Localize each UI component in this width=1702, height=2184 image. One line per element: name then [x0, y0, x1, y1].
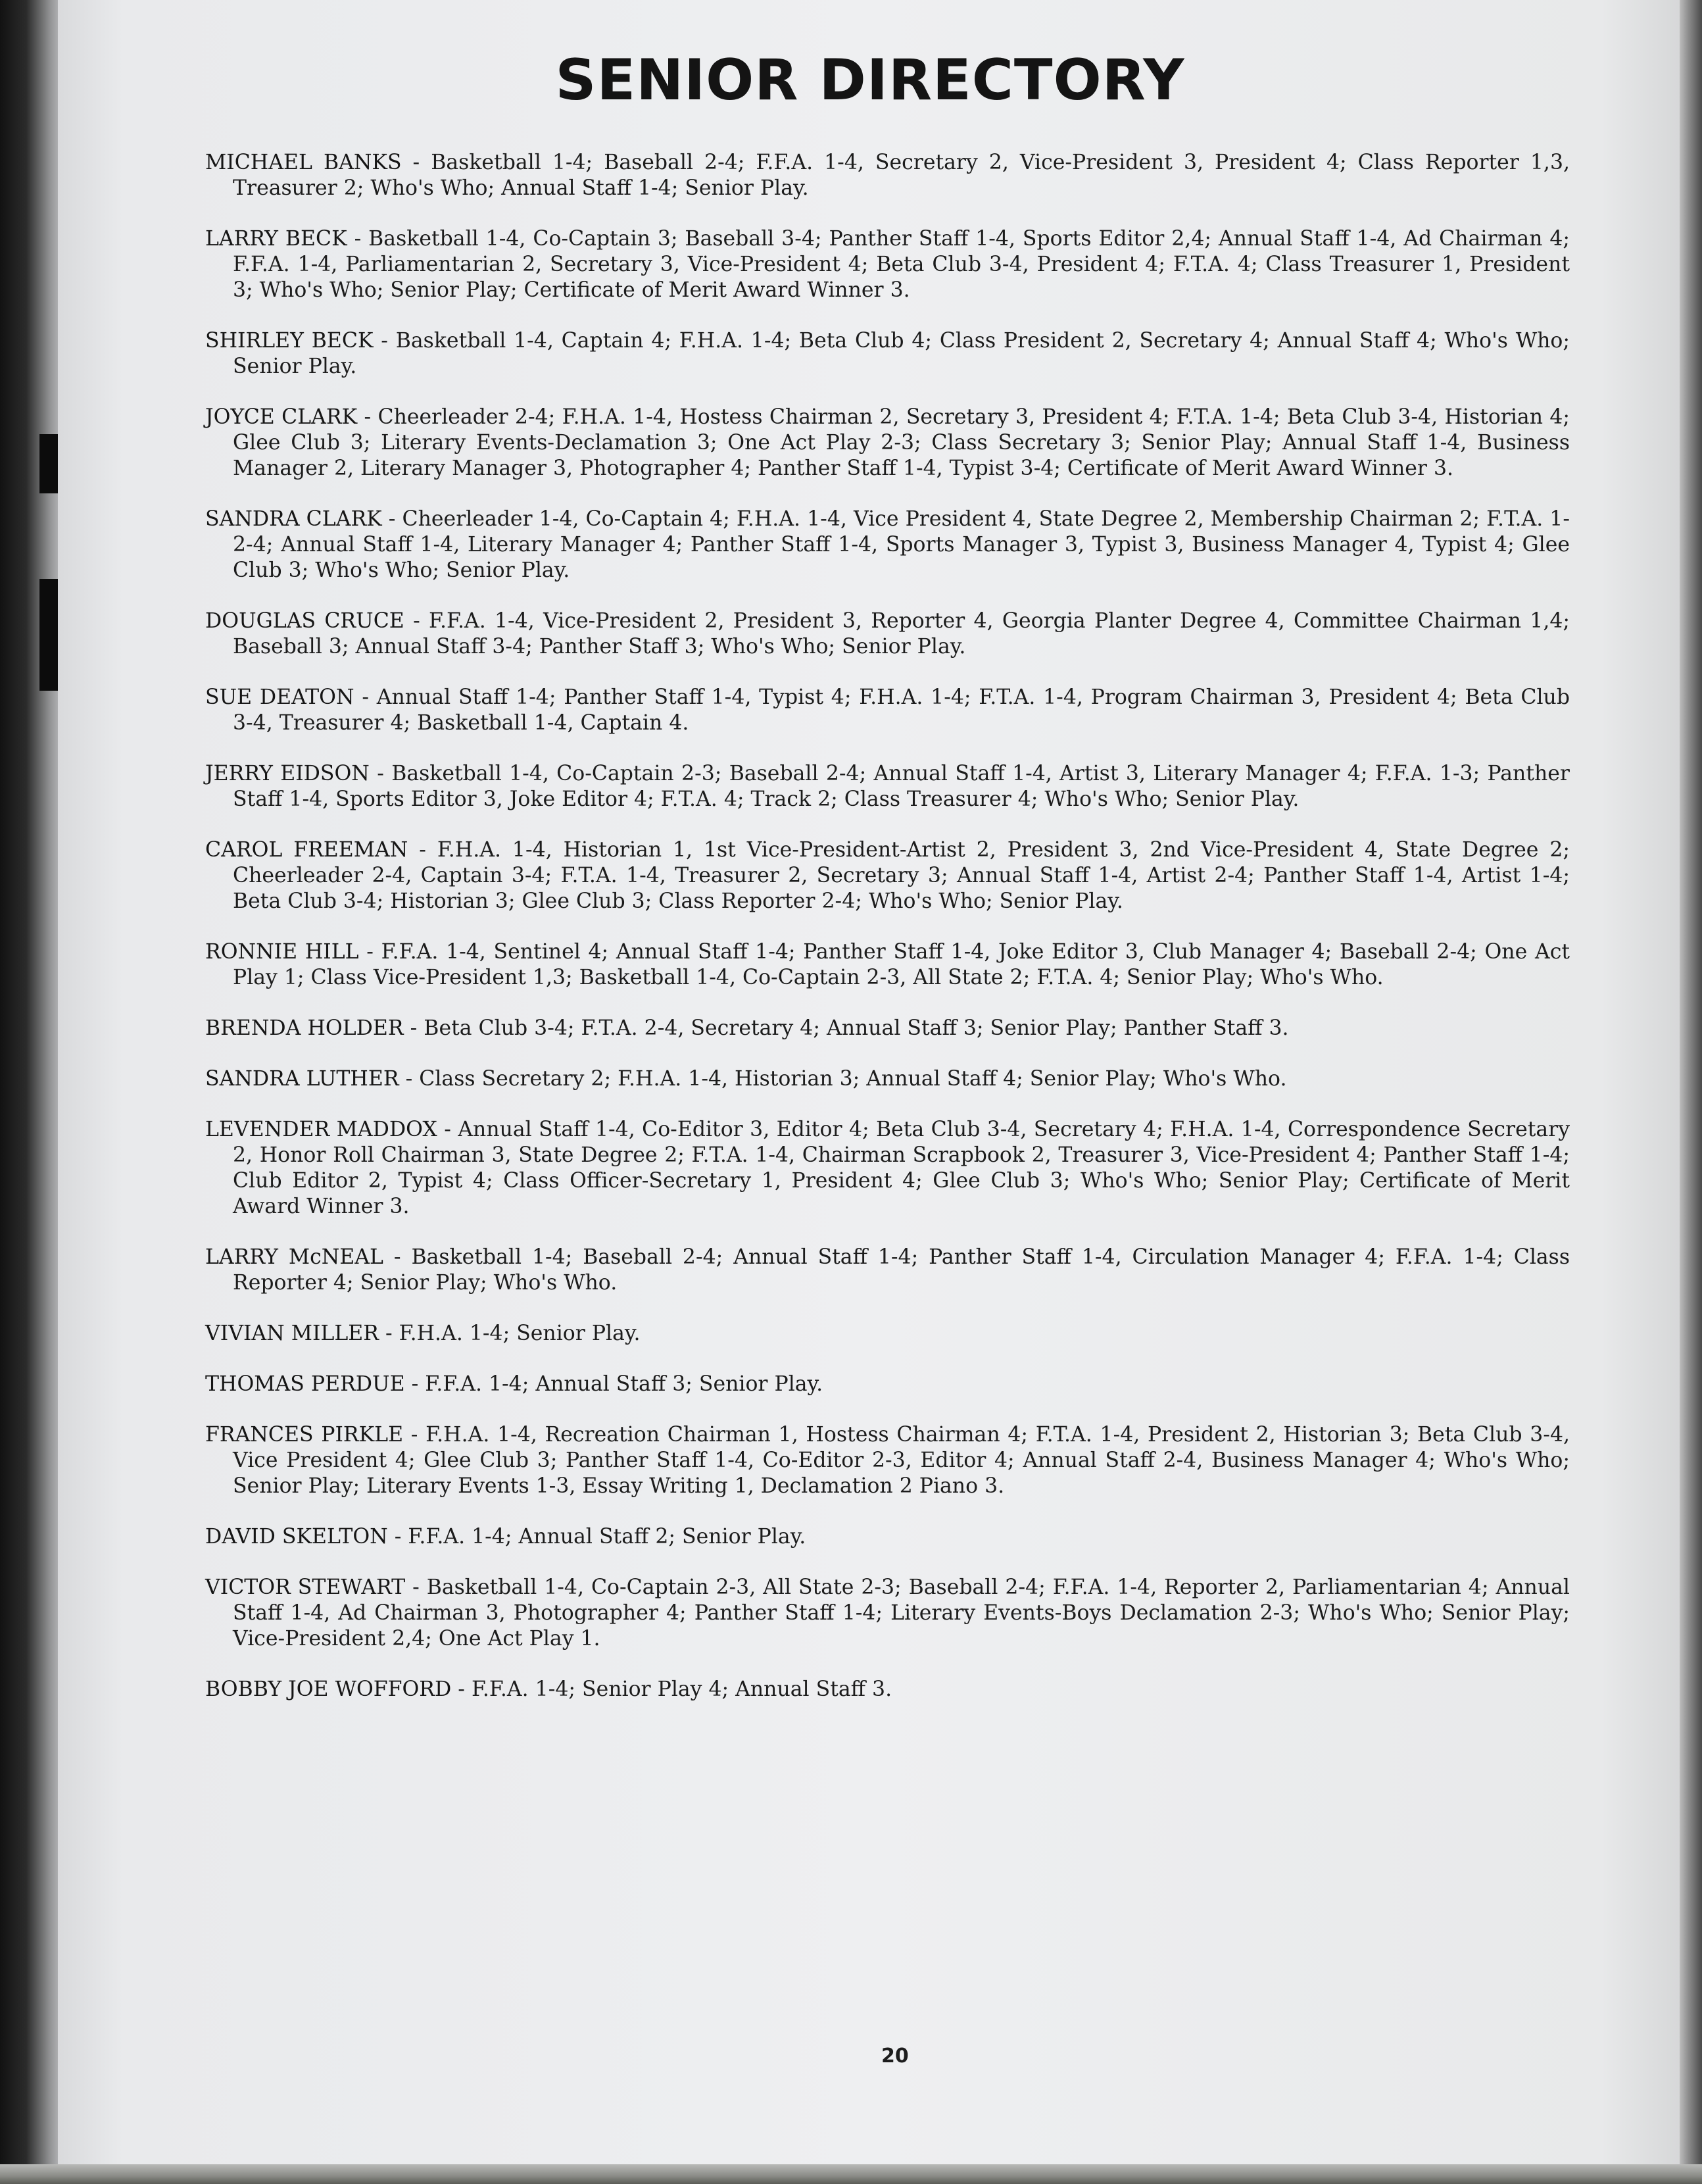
senior-activities: Cheerleader 2-4; F.H.A. 1-4, Hostess Chairman 2, Secretary 3, President 4; F.T.A. 1-4; Beta Club 3-4, Historian 4; Glee Club 3; Literary Events-Declamation 3; One Act Play 2-3; Class Secretary 3; Senior Play; Annual Staff 1-4, Business Manager 2, Literary Manager 3, Photographer 4; Panther Staff 1-4, Typist 3-4; Certificate of Merit Award Winner 3.: [233, 405, 1570, 480]
name-separator: -: [405, 1576, 427, 1599]
name-separator: -: [403, 1016, 424, 1040]
senior-name: SANDRA CLARK: [205, 507, 382, 531]
senior-name: JERRY EIDSON: [205, 762, 370, 785]
name-separator: -: [381, 507, 402, 531]
senior-activities: F.F.A. 1-4; Senior Play 4; Annual Staff 3.: [471, 1677, 892, 1701]
senior-name: THOMAS PERDUE: [205, 1372, 405, 1396]
senior-name: VICTOR STEWART: [205, 1576, 406, 1599]
directory-entry: [205, 1066, 1570, 1092]
senior-name: LEVENDER MADDOX: [205, 1118, 437, 1141]
senior-activities: Beta Club 3-4; F.T.A. 2-4, Secretary 4; Annual Staff 3; Senior Play; Panther Staff 3.: [424, 1016, 1289, 1040]
senior-activities: F.F.A. 1-4, Sentinel 4; Annual Staff 1-4; Panther Staff 1-4, Joke Editor 3, Club Manager 4; Baseball 2-4; One Act Play 1; Class Vice-President 1,3; Basketball 1-4, Co-Captain 2-3, All State 2; F.T.A. 4; Senior Play; Who's Who.: [233, 940, 1570, 989]
senior-activities: Class Secretary 2; F.H.A. 1-4, Historian 3; Annual Staff 4; Senior Play; Who's Who.: [419, 1067, 1287, 1091]
name-separator: -: [347, 227, 369, 251]
name-separator: -: [357, 405, 378, 429]
name-separator: -: [403, 1423, 426, 1447]
senior-activities: Basketball 1-4, Captain 4; F.H.A. 1-4; Beta Club 4; Class President 2, Secretary 4; Annual Staff 4; Who's Who; Senior Play.: [233, 329, 1570, 378]
senior-activities: F.F.A. 1-4; Annual Staff 3; Senior Play.: [425, 1372, 823, 1396]
senior-activities: Annual Staff 1-4, Co-Editor 3, Editor 4; Beta Club 3-4, Secretary 4; F.H.A. 1-4, Correspondence Secretary 2, Honor Roll Chairman 3, State Degree 2; F.T.A. 1-4, Chairman Scrapbook 2, Treasurer 3, Vice-President 4; Panther Staff 1-4; Club Editor 2, Typist 4; Class Officer-Secretary 1, President 4; Glee Club 3; Who's Who; Senior Play; Certificate of Merit Award Winner 3.: [233, 1118, 1570, 1218]
name-separator: -: [404, 1372, 426, 1396]
directory-entry: [205, 1321, 1570, 1347]
senior-name: DAVID SKELTON: [205, 1525, 388, 1549]
directory-entry: [205, 1016, 1570, 1041]
directory-entry: [205, 328, 1570, 380]
directory-entry: [205, 1422, 1570, 1499]
senior-name: BRENDA HOLDER: [205, 1016, 404, 1040]
directory-entry: [205, 1245, 1570, 1296]
name-separator: -: [399, 1067, 420, 1091]
directory-entry: [205, 1372, 1570, 1397]
senior-activities: Basketball 1-4, Co-Captain 2-3, All State 2-3; Baseball 2-4; F.F.A. 1-4, Reporter 2, Parliamentarian 4; Annual Staff 1-4, Ad Chairman 3, Photographer 4; Panther Staff 1-4; Literary Events-Boys Declamation 2-3; Who's Who; Senior Play; Vice-President 2,4; One Act Play 1.: [233, 1576, 1570, 1650]
senior-name: LARRY McNEAL: [205, 1245, 383, 1269]
senior-activities: Annual Staff 1-4; Panther Staff 1-4, Typist 4; F.H.A. 1-4; F.T.A. 1-4, Program Chairman 3, President 4; Beta Club 3-4, Treasurer 4; Basketball 1-4, Captain 4.: [233, 685, 1570, 735]
directory-entry: [205, 1524, 1570, 1550]
senior-activities: F.H.A. 1-4; Senior Play.: [399, 1322, 641, 1345]
directory-entry: [205, 405, 1570, 482]
name-separator: -: [383, 1245, 412, 1269]
directory-entry: [205, 507, 1570, 583]
senior-directory-list: [205, 150, 1570, 1727]
senior-activities: Basketball 1-4, Co-Captain 3; Baseball 3-4; Panther Staff 1-4, Sports Editor 2,4; Annual Staff 1-4, Ad Chairman 4; F.F.A. 1-4, Parliamentarian 2, Secretary 3, Vice-President 4; Beta Club 3-4, President 4; F.T.A. 4; Class Treasurer 1, President 3; Who's Who; Senior Play; Certificate of Merit Award Winner 3.: [233, 227, 1570, 302]
senior-name: RONNIE HILL: [205, 940, 359, 964]
name-separator: -: [358, 940, 381, 964]
senior-name: LARRY BECK: [205, 227, 347, 251]
page-bottom-edge: [0, 2164, 1702, 2184]
senior-name: MICHAEL BANKS: [205, 151, 402, 174]
directory-entry: [205, 1677, 1570, 1702]
page-number: 20: [881, 2045, 909, 2068]
name-separator: -: [387, 1525, 408, 1549]
name-separator: -: [378, 1322, 399, 1345]
directory-entry: [205, 150, 1570, 201]
directory-entry: [205, 837, 1570, 914]
senior-activities: F.H.A. 1-4, Historian 1, 1st Vice-President-Artist 2, President 3, 2nd Vice-President 4, State Degree 2; Cheerleader 2-4, Captain 3-4; F.T.A. 1-4, Treasurer 2, Secretary 3; Annual Staff 1-4, Artist 2-4; Panther Staff 1-4, Artist 1-4; Beta Club 3-4; Historian 3; Glee Club 3; Class Reporter 2-4; Who's Who; Senior Play.: [233, 838, 1570, 913]
senior-activities: Basketball 1-4, Co-Captain 2-3; Baseball 2-4; Annual Staff 1-4, Artist 3, Literary Manager 4; F.F.A. 1-3; Panther Staff 1-4, Sports Editor 3, Joke Editor 4; F.T.A. 4; Track 2; Class Treasurer 4; Who's Who; Senior Play.: [233, 762, 1570, 811]
name-separator: -: [408, 838, 437, 862]
name-separator: -: [369, 762, 392, 785]
name-separator: -: [401, 151, 431, 174]
senior-name: VIVIAN MILLER: [205, 1322, 379, 1345]
senior-activities: F.H.A. 1-4, Recreation Chairman 1, Hostess Chairman 4; F.T.A. 1-4, President 2, Historian 3; Beta Club 3-4, Vice President 4; Glee Club 3; Panther Staff 1-4, Co-Editor 2-3, Editor 4; Annual Staff 2-4, Business Manager 4; Who's Who; Senior Play; Literary Events 1-3, Essay Writing 1, Declamation 2 Piano 3.: [233, 1423, 1570, 1498]
directory-entry: [205, 1575, 1570, 1652]
directory-entry: [205, 1117, 1570, 1220]
senior-name: SUE DEATON: [205, 685, 354, 709]
senior-activities: F.F.A. 1-4, Vice-President 2, President 3, Reporter 4, Georgia Planter Degree 4, Committee Chairman 1,4; Baseball 3; Annual Staff 3-4; Panther Staff 3; Who's Who; Senior Play.: [233, 609, 1570, 658]
book-binding: [0, 0, 66, 2184]
binding-shadow: [39, 579, 59, 691]
directory-entry: [205, 761, 1570, 812]
senior-activities: Basketball 1-4; Baseball 2-4; F.F.A. 1-4, Secretary 2, Vice-President 3, President 4; Class Reporter 1,3, Treasurer 2; Who's Who; Annual Staff 1-4; Senior Play.: [233, 151, 1570, 200]
senior-name: DOUGLAS CRUCE: [205, 609, 404, 633]
directory-entry: [205, 939, 1570, 991]
name-separator: -: [437, 1118, 458, 1141]
senior-name: FRANCES PIRKLE: [205, 1423, 404, 1447]
page-right-edge: [1680, 0, 1702, 2184]
page-title: SENIOR DIRECTORY: [555, 47, 1185, 113]
senior-activities: Basketball 1-4; Baseball 2-4; Annual Staff 1-4; Panther Staff 1-4, Circulation Manager 4; F.F.A. 1-4; Class Reporter 4; Senior Play; Who's Who.: [233, 1245, 1570, 1295]
directory-entry: [205, 226, 1570, 303]
directory-entry: [205, 685, 1570, 736]
senior-name: SHIRLEY BECK: [205, 329, 374, 353]
binding-shadow: [39, 434, 59, 493]
name-separator: -: [451, 1677, 472, 1701]
senior-name: BOBBY JOE WOFFORD: [205, 1677, 452, 1701]
senior-activities: Cheerleader 1-4, Co-Captain 4; F.H.A. 1-4, Vice President 4, State Degree 2, Membership Chairman 2; F.T.A. 1-2-4; Annual Staff 1-4, Literary Manager 4; Panther Staff 1-4, Sports Manager 3, Typist 3, Business Manager 4, Typist 4; Glee Club 3; Who's Who; Senior Play.: [233, 507, 1570, 582]
senior-name: JOYCE CLARK: [205, 405, 358, 429]
name-separator: -: [404, 609, 429, 633]
senior-name: SANDRA LUTHER: [205, 1067, 399, 1091]
name-separator: -: [373, 329, 396, 353]
name-separator: -: [354, 685, 377, 709]
senior-name: CAROL FREEMAN: [205, 838, 408, 862]
senior-activities: F.F.A. 1-4; Annual Staff 2; Senior Play.: [408, 1525, 806, 1549]
directory-entry: [205, 608, 1570, 660]
